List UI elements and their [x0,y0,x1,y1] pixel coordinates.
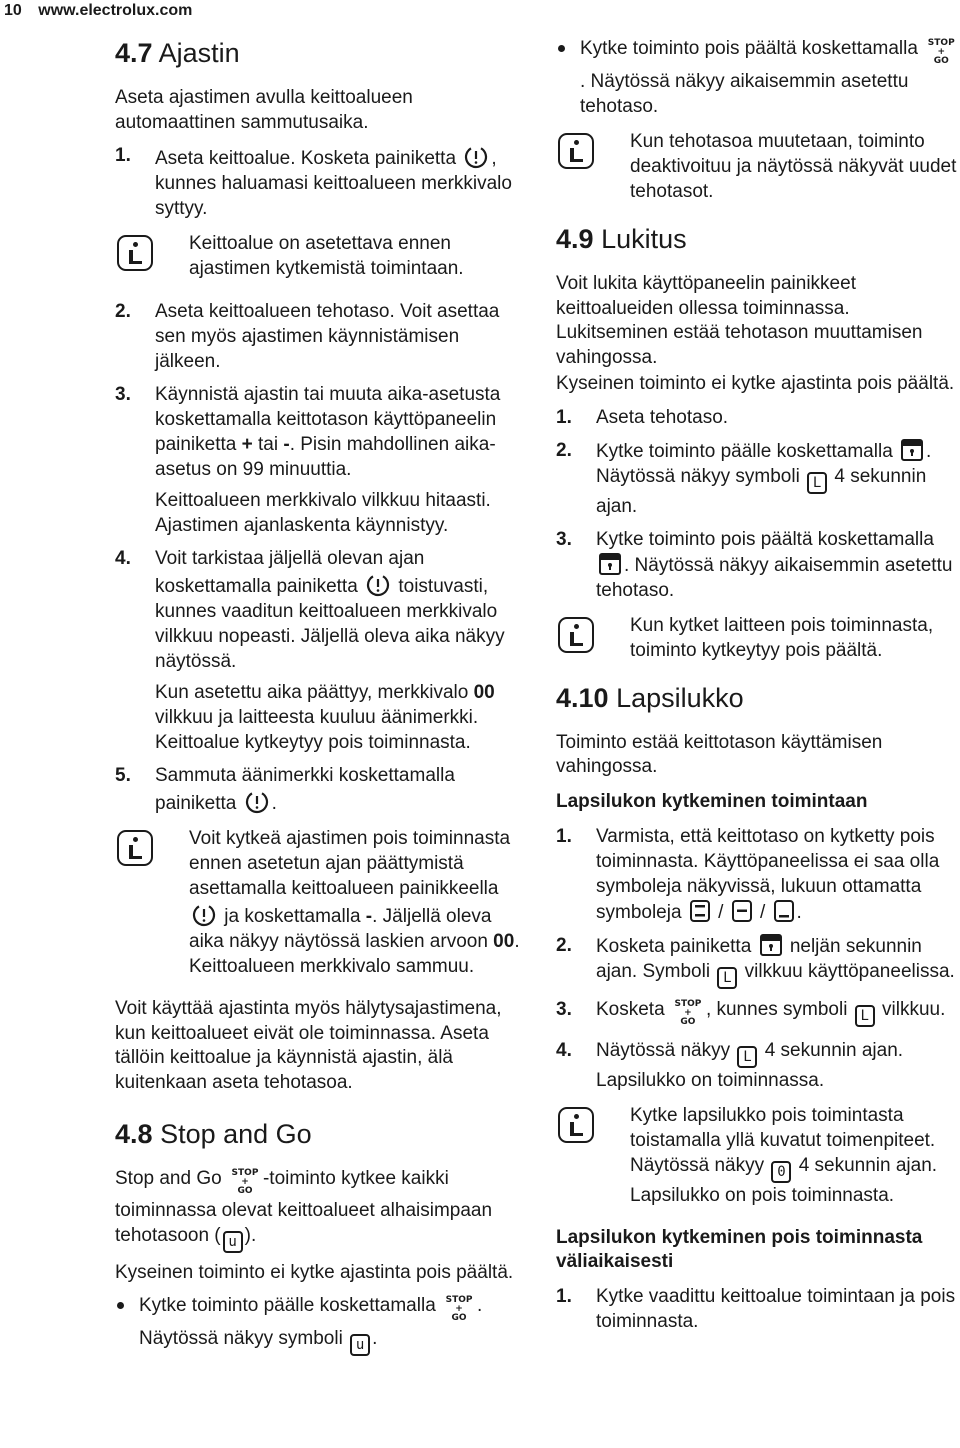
stop-go-icon: STOP + GO [231,1168,259,1196]
ajastin-step-1: 1. Aseta keittoalue. Kosketa painiketta , kunnes haluamasi keittoalueen merkkivalo syttyy. [115,145,512,219]
display-symbol-L: L [807,472,827,494]
right-column [556,36,960,1342]
lock-icon [598,552,622,576]
lapsilukko-step-4: 4. Näytössä näkyy L 4 sekunnin ajan. Lapsilukko on toiminnassa. [556,1039,904,1091]
info-note-4: Kun kytket laitteen pois toiminnasta, toiminto kytkeytyy pois päältä. [556,613,960,663]
stop-go-icon: STOP + GO [674,998,702,1027]
section-heading-stop-and-go: 4.8 Stop and Go [115,1119,312,1149]
info-icon [117,235,153,271]
ajastin-step-4: 4. Voit tarkistaa jäljellä olevan ajan koskettamalla painiketta toistuvasti, kunnes vaaditun keittoalueen merkkivalo vilkkuu nopeasti. Jäljellä oleva aika näkyy näytössä. Kun asetettu aika päättyy, merkkivalo 00 vilkkuu ja laitteesta kuuluu äänimerkki. Keittoalue kytkeytyy pois toiminnasta. [115,546,520,755]
lapsilukko-intro: Toiminto estää keittotason käyttämisen vahingossa. [556,731,883,777]
timer-icon [463,143,489,169]
display-top-bar-icon [689,899,711,923]
lukitus-step-1: 1. Aseta tehotaso. [556,406,729,428]
left-column [115,30,520,1364]
section-heading-lapsilukko: 4.10 Lapsilukko [556,682,744,713]
timer-icon [191,901,217,927]
info-note-1: Keittoalue on asetettava ennen ajastimen kytkemistä toimintaan. [115,231,520,281]
lock-icon [759,933,783,957]
ajastin-step-4-note: Kun asetettu aika päättyy, merkkivalo 00 vilkkuu ja laitteesta kuuluu äänimerkki. Keittoalue kytkeytyy pois toiminnasta. [155,682,495,753]
display-symbol-u: u [350,1334,370,1356]
info-icon [117,830,153,866]
plus-key: + [241,434,253,455]
display-symbol-L: L [855,1005,875,1027]
stop-go-icon: STOP + GO [445,1295,473,1323]
section-heading-ajastin: 4.7 Ajastin [115,38,240,68]
stop-and-go-note: Kyseinen toiminto ei kytke ajastinta pois päältä. [115,1261,514,1283]
display-mid-bar-icon [731,899,753,923]
lapsilukko-step-3: 3. Kosketa STOP + GO , kunnes symboli L vilkkuu. [556,997,960,1030]
stop-and-go-text: Stop and Go STOP + GO -toiminto kytkee kaikki toiminnassa olevat keittoalueet alhaisimpaan tehotasoon ( u ). [115,1167,520,1253]
subheading-lapsilukko-on: Lapsilukon kytkeminen toimintaan [556,790,868,812]
ajastin-step-3: 3. Käynnistä ajastin tai muuta aika-asetusta koskettamalla keittotason käyttöpaneelin painiketta + tai -. Pisin mahdollinen aika-asetus on 99 minuuttia. Keittoalueen merkkivalo vilkkuu hitaasti. Ajastimen ajanlaskenta käynnistyy. [115,382,520,538]
lukitus-step-3: 3. Kytke toiminto pois päältä koskettamalla . Näytössä näkyy aikaisemmin asetettu tehotaso. [556,528,953,601]
page-header [4,0,192,22]
display-symbol-u: u [223,1231,243,1253]
ajastin-outro: Voit käyttää ajastinta myös hälytysajastimena, kun keittoalueet eivät ole toiminnassa. Aseta tällöin keittoalue ja käynnistä ajastin, älä kuitenkaan aseta tehotasoa. [115,998,502,1093]
lapsilukko-step-2: 2. Kosketa painiketta neljän sekunnin ajan. Symboli L vilkkuu käyttöpaneelissa. [556,933,960,989]
minus-key: - [283,434,290,455]
lukitus-intro: Voit lukita käyttöpaneelin painikkeet keittoalueiden ollessa toiminnassa. Lukitseminen estää tehotason muuttamisen vahingossa. [556,273,923,368]
ajastin-step-3-note: Keittoalueen merkkivalo vilkkuu hitaasti. Ajastimen ajanlaskenta käynnistyy. [155,490,491,536]
info-note-2: Voit kytkeä ajastimen pois toiminnasta ennen asetetun ajan päättymistä asettamalla keittoalueen painikkeella ja koskettamalla -. Jäljellä oleva aika näkyy näytössä laskien arvoon 00. Keittoalueen merkkivalo sammuu. [115,826,520,979]
lapsilukko-off-step-1: 1. Kytke vaadittu keittoalue toimintaan ja pois toiminnasta. [556,1285,956,1332]
info-icon [558,617,594,653]
info-icon [558,1107,594,1143]
info-note-5: Kytke lapsilukko pois toimintasta toistamalla yllä kuvatut toimenpiteet. Näytössä näkyy 0 4 sekunnin ajan. Lapsilukko on pois toiminnasta. [556,1103,960,1208]
display-bottom-bar-icon [773,899,795,923]
lukitus-note: Kyseinen toiminto ei kytke ajastinta pois päältä. [556,373,955,394]
display-symbol-L: L [737,1046,757,1068]
info-icon [558,133,594,169]
lukitus-step-2: 2. Kytke toiminto päälle koskettamalla . Näytössä näkyy symboli L 4 sekunnin ajan. [556,439,932,517]
ajastin-step-5: 5. Sammuta äänimerkki koskettamalla painiketta . [115,765,455,814]
timer-icon [365,571,391,597]
lock-icon [900,438,924,462]
ajastin-step-2: 2. Aseta keittoalueen tehotaso. Voit asettaa sen myös ajastimen käynnistämisen jälkeen. [115,301,500,372]
stop-go-icon: STOP + GO [927,38,955,66]
lapsilukko-step-1: 1. Varmista, että keittotaso on kytketty pois toiminnasta. Käyttöpaneelissa ei saa olla symboleja näkyvissä, lukuun ottamatta symboleja / / . [556,825,940,923]
stop-and-go-bullet-2: Kytke toiminto pois päältä koskettamalla STOP + GO . Näytössä näkyy aikaisemmin asetettu tehotaso. [556,36,960,119]
page-number: 10 [4,2,22,19]
timer-icon [244,788,270,814]
subheading-lapsilukko-off: Lapsilukon kytkeminen pois toiminnasta väliaikaisesti [556,1226,923,1272]
info-note-3: Kun tehotasoa muutetaan, toiminto deaktivoituu ja näytössä näkyvät uudet tehotasot. [556,129,960,204]
section-heading-lukitus: 4.9 Lukitus [556,224,687,254]
display-symbol-zero: 0 [771,1161,791,1183]
site-url[interactable]: www.electrolux.com [38,2,193,19]
stop-and-go-bullet-1: Kytke toiminto päälle koskettamalla STOP + GO . Näytössä näkyy symboli u . [115,1293,520,1356]
ajastin-intro: Aseta ajastimen avulla keittoalueen automaattinen sammutusaika. [115,87,413,133]
display-symbol-L: L [717,967,737,989]
